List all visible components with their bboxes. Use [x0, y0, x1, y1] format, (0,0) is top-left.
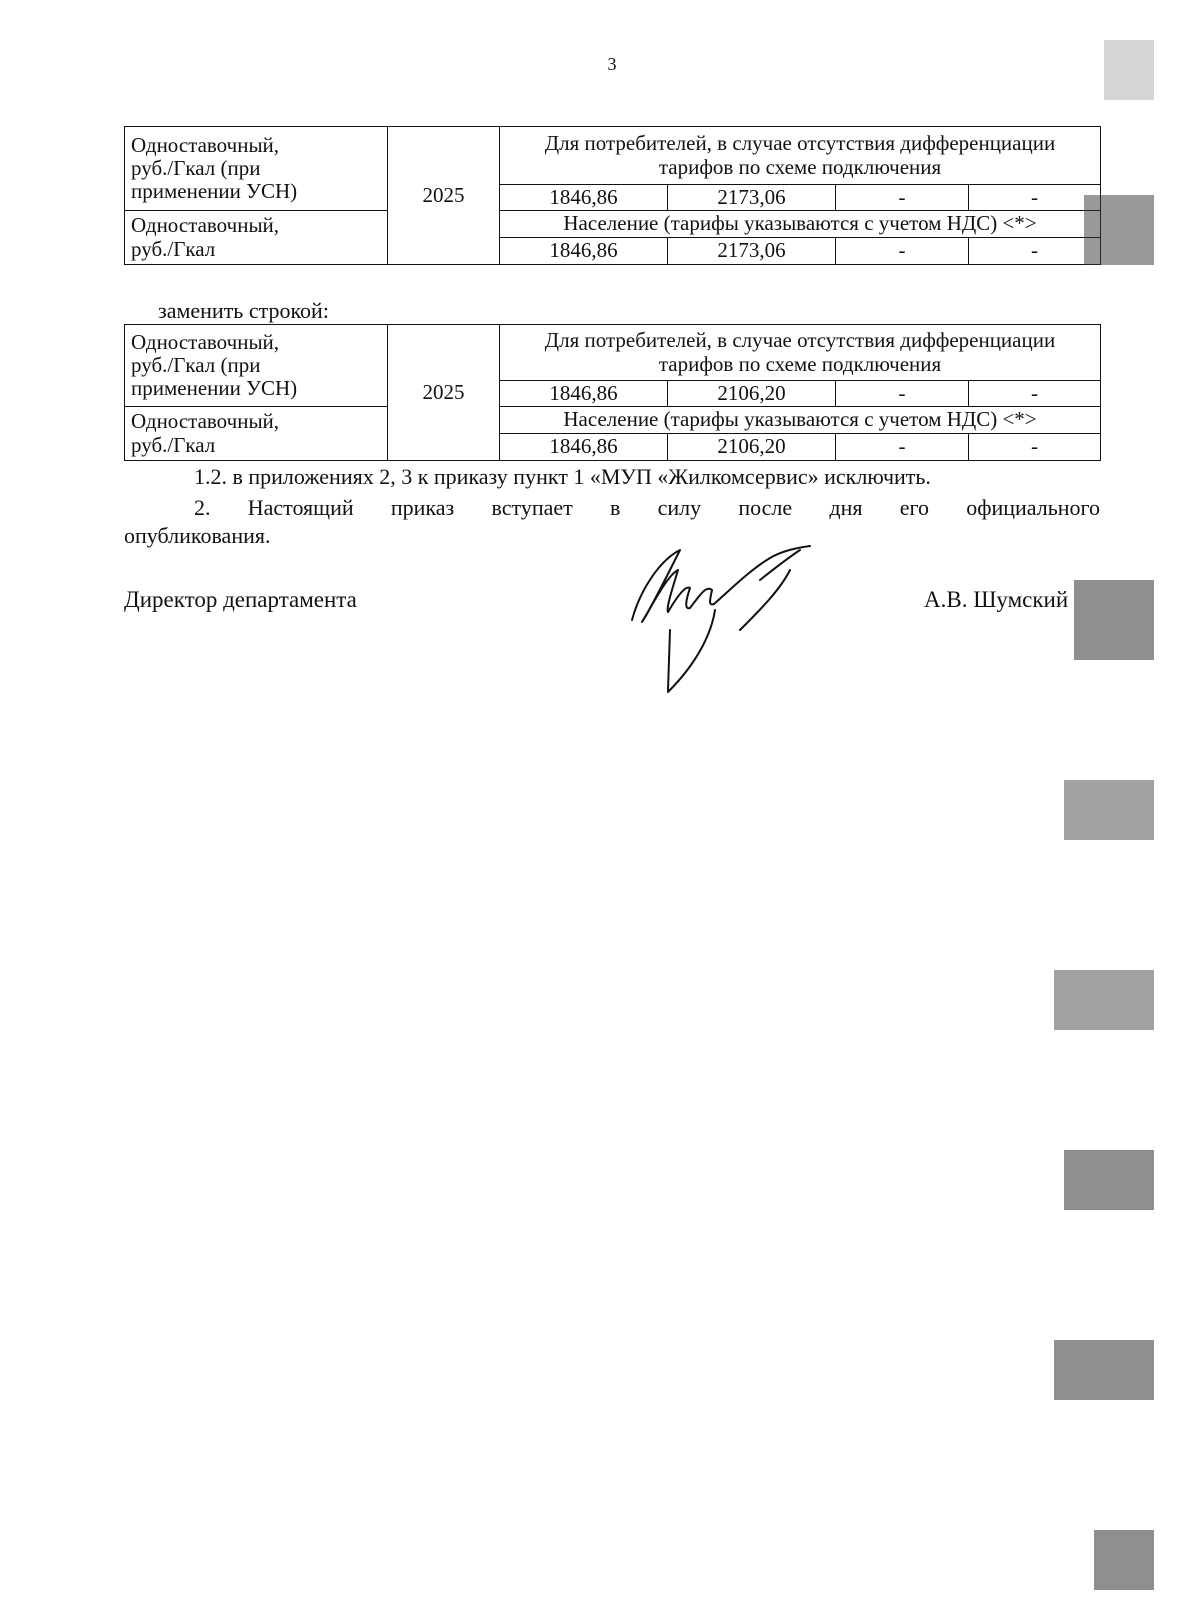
handwritten-signature: [620, 540, 830, 700]
tariff-name-line: Одноставочный,: [131, 213, 280, 238]
signatory-title: Директор департамента: [124, 587, 357, 612]
tariff-value: -: [836, 238, 969, 265]
tariff-name-line: применении УСН): [131, 376, 298, 401]
tariff-value: -: [969, 381, 1101, 407]
tariff-name-line: руб./Гкал: [131, 236, 216, 261]
tariff-name-population: [125, 407, 388, 461]
tariff-value: 1846,86: [500, 381, 668, 407]
tariff-value: 2106,20: [668, 434, 836, 461]
tariff-name-line: Одноставочный,: [131, 132, 280, 157]
paragraph-1-2: 1.2. в приложениях 2, 3 к приказу пункт 1 «МУП «Жилкомсервис» исключить.: [194, 464, 931, 489]
tariff-year: 2025: [388, 127, 500, 265]
tariff-value: 2106,20: [668, 381, 836, 407]
consumer-group-header: Для потребителей, в случае отсутствия дифференциации тарифов по схеме подключения: [500, 325, 1101, 381]
replace-label: заменить строкой:: [158, 298, 329, 323]
scan-artifact: [1034, 1330, 1154, 1410]
scan-artifact: [1034, 960, 1154, 1040]
population-header: Население (тарифы указываются с учетом НДС) <*>: [500, 211, 1101, 238]
paragraph-2: [124, 494, 1100, 550]
population-header: Население (тарифы указываются с учетом НДС) <*>: [500, 407, 1101, 434]
tariff-value: -: [969, 434, 1101, 461]
scan-artifact: [1034, 770, 1154, 850]
tariff-value: 1846,86: [500, 238, 668, 265]
paragraph-2-line: опубликования.: [124, 523, 271, 548]
paragraph-2-line: 2. Настоящий приказ вступает в силу после дня его официального: [194, 495, 1100, 520]
tariff-value: 2173,06: [668, 185, 836, 211]
tariff-value: -: [836, 434, 969, 461]
scan-artifact: [1034, 190, 1154, 270]
scan-artifact: [1034, 580, 1154, 660]
tariff-value: 1846,86: [500, 434, 668, 461]
tariff-value: -: [836, 185, 969, 211]
scan-artifact: [1034, 30, 1154, 110]
tariff-name-line: Одноставочный,: [131, 409, 280, 434]
tariff-value: -: [969, 185, 1101, 211]
tariff-name-line: Одноставочный,: [131, 329, 280, 354]
scan-artifact: [1034, 1510, 1154, 1590]
tariff-year: 2025: [388, 325, 500, 461]
scan-artifact: [1034, 1140, 1154, 1220]
tariff-value: 2173,06: [668, 238, 836, 265]
page-number: 3: [607, 54, 617, 74]
tariff-name-line: руб./Гкал: [131, 432, 216, 457]
tariff-name-line: применении УСН): [131, 179, 298, 204]
tariff-name-usn: [125, 127, 388, 211]
tariff-name-usn: [125, 325, 388, 407]
tariff-name-line: руб./Гкал (при: [131, 352, 261, 377]
tariff-table-old: [124, 126, 1101, 265]
tariff-name-line: руб./Гкал (при: [131, 155, 261, 180]
signatory-name: А.В. Шумский: [924, 587, 1069, 612]
tariff-name-population: [125, 211, 388, 265]
tariff-value: -: [969, 238, 1101, 265]
consumer-group-header: Для потребителей, в случае отсутствия дифференциации тарифов по схеме подключения: [500, 127, 1101, 185]
tariff-table-new: [124, 324, 1101, 461]
tariff-value: 1846,86: [500, 185, 668, 211]
tariff-value: -: [836, 381, 969, 407]
